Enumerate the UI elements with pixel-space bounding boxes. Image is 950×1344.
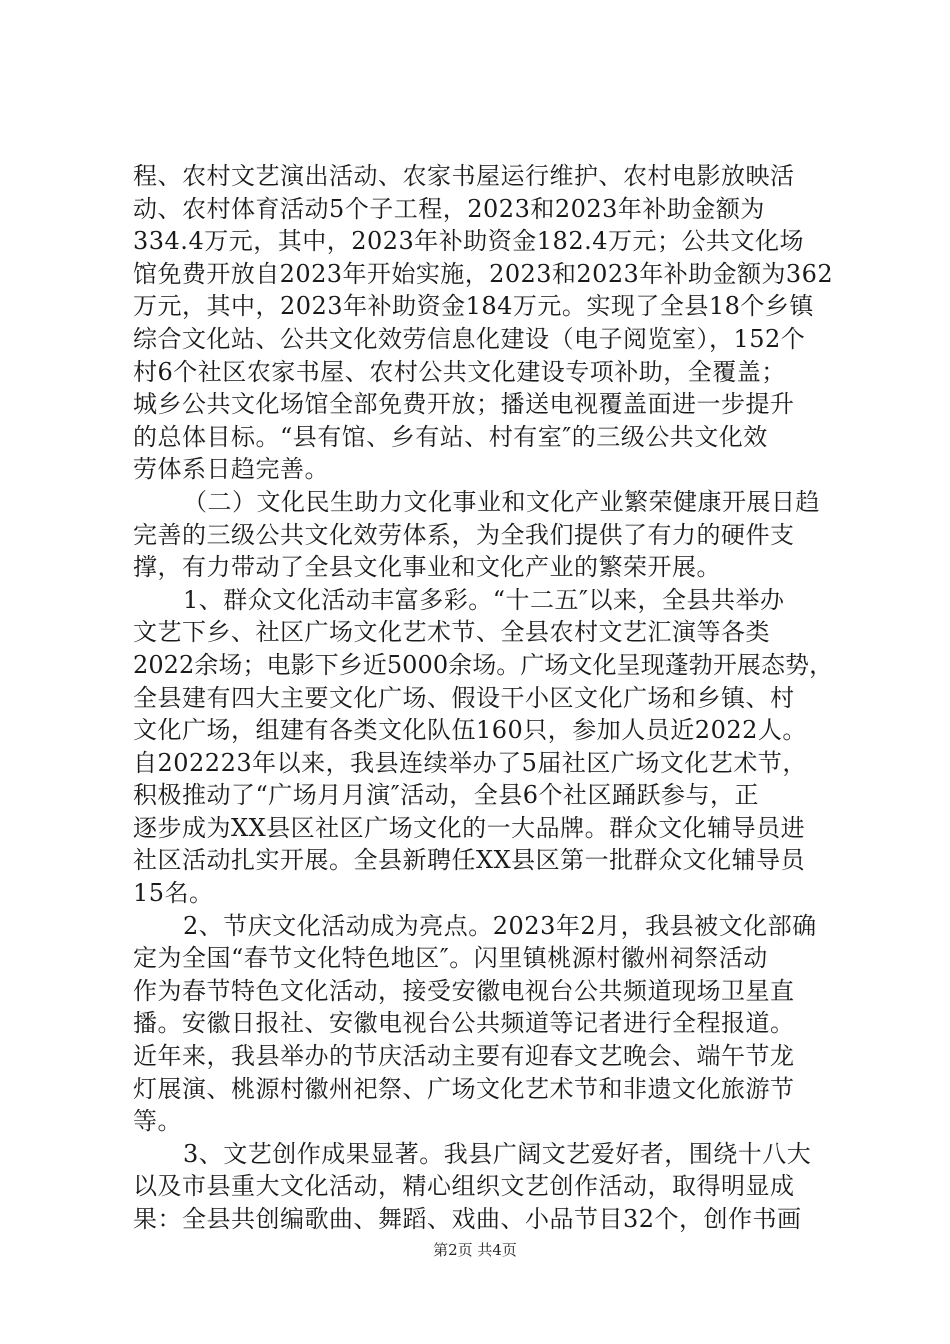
- text-line: 播。安徽日报社、安徽电视台公共频道等记者进行全程报道。: [133, 1009, 795, 1038]
- text-line: 文艺下乡、社区广场文化艺术节、全县农村文艺汇演等各类: [133, 618, 770, 647]
- text-line: 文化广场，组建有各类文化队伍160只，参加人员近2022人。: [133, 716, 807, 745]
- text-line: 程、农村文艺演出活动、农家书屋运行维护、农村电影放映活: [133, 162, 795, 190]
- text-line: 的总体目标。“县有馆、乡有站、村有室″的三级公共文化效: [133, 422, 768, 451]
- text-line: 近年来，我县举办的节庆活动主要有迎春文艺晚会、端午节龙: [133, 1042, 795, 1071]
- text-line: 以及市县重大文化活动，精心组织文艺创作活动，取得明显成: [133, 1172, 795, 1201]
- text-line: 自202223年以来，我县连续举办了5届社区广场文化艺术节，: [133, 748, 807, 777]
- text-line: 万元，其中，2023年补助资金184万元。实现了全县18个乡镇: [133, 292, 814, 321]
- text-line: 撑，有力带动了全县文化事业和文化产业的繁荣开展。: [133, 553, 721, 582]
- text-line: 灯展演、桃源村徽州祀祭、广场文化艺术节和非遗文化旅游节: [133, 1074, 795, 1103]
- document-body: [133, 160, 833, 1236]
- text-line: 馆免费开放自2023年开始实施，2023和2023年补助金额为362: [133, 259, 834, 288]
- text-line: （二）文化民生助力文化事业和文化产业繁荣健康开展日趋: [183, 487, 820, 516]
- text-line: 334.4万元，其中，2023年补助资金182.4万元；公共文化场: [133, 227, 804, 256]
- text-line: 动、农村体育活动5个子工程，2023和2023年补助金额为: [133, 194, 765, 223]
- text-line: 2022余场；电影下乡近5000余场。广场文化呈现蓬勃开展态势，: [133, 650, 834, 679]
- text-line: 城乡公共文化场馆全部免费开放；播送电视覆盖面进一步提升: [133, 390, 795, 419]
- text-line: 等。: [133, 1107, 182, 1136]
- text-line: 1、群众文化活动丰富多彩。“十二五″以来，全县共举办: [183, 585, 785, 614]
- text-line: 劳体系日趋完善。: [133, 455, 329, 484]
- text-line: 社区活动扎实开展。全县新聘任XX县区第一批群众文化辅导员: [133, 846, 806, 875]
- text-line: 果：全县共创编歌曲、舞蹈、戏曲、小品节目32个，创作书画: [133, 1205, 802, 1233]
- text-line: 2、节庆文化活动成为亮点。2023年2月，我县被文化部确: [183, 911, 817, 940]
- text-line: 3、文艺创作成果显著。我县广阔文艺爱好者，围绕十八大: [183, 1139, 812, 1168]
- text-line: 完善的三级公共文化效劳体系，为全我们提供了有力的硬件支: [133, 520, 795, 549]
- text-line: 15名。: [133, 879, 214, 908]
- text-line: 定为全国“春节文化特色地区″。闪里镇桃源村徽州祠祭活动: [133, 944, 768, 973]
- text-line: 村6个社区农家书屋、农村公共文化建设专项补助，全覆盖；: [133, 357, 786, 386]
- page-footer: 第2页 共4页: [433, 1241, 517, 1259]
- text-line: 逐步成为XX县区社区广场文化的一大品牌。群众文化辅导员进: [133, 813, 806, 842]
- text-line: 积极推动了“广场月月演″活动，全县6个社区踊跃参与，正: [133, 781, 760, 810]
- text-line: 综合文化站、公共文化效劳信息化建设（电子阅览室），152个: [133, 324, 806, 353]
- text-line: 全县建有四大主要文化广场、假设干小区文化广场和乡镇、村: [133, 683, 795, 712]
- text-line: 作为春节特色文化活动，接受安徽电视台公共频道现场卫星直: [133, 976, 795, 1005]
